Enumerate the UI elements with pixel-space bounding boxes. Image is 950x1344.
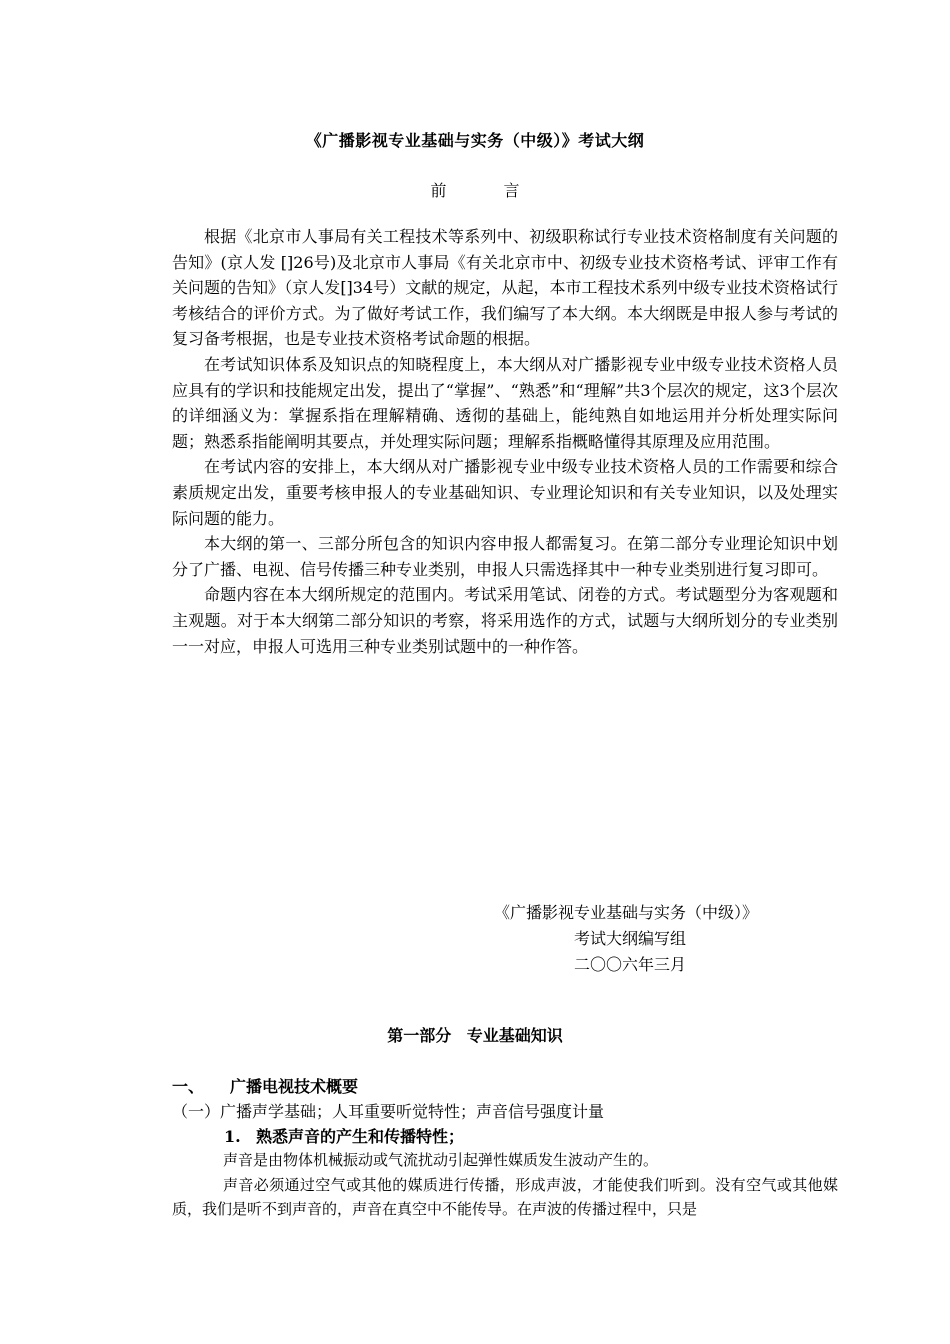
signature-date: 二〇〇六年三月 (574, 955, 687, 974)
body-text (172, 1148, 838, 1222)
preface-paragraph: 命题内容在本大纲所规定的范围内。考试采用笔试、闭卷的方式。考试题型分为客观题和主观题。对于本大纲第二部分知识的考察，将采用选作的方式，试题与大纲所划分的专业类别一一对应，申报人可选用三种专业类别试题中的一种作答。 (172, 585, 838, 656)
section-number: 一、 (172, 1077, 205, 1096)
section-heading (172, 1074, 358, 1097)
body-paragraph: 声音必须通过空气或其他的媒质进行传播，形成声波，才能使我们听到。没有空气或其他媒质，我们是听不到声音的，声音在真空中不能传导。在声波的传播过程中，只是 (172, 1175, 838, 1218)
item-number: 1. (224, 1127, 241, 1146)
preface-paragraph: 在考试内容的安排上，本大纲从对广播影视专业中级专业技术资格人员的工作需要和综合素质规定出发，重要考核申报人的专业基础知识、专业理论知识和有关专业知识，以及处理实际问题的能力。 (172, 457, 838, 528)
preface-paragraph: 本大纲的第一、三部分所包含的知识内容申报人都需复习。在第二部分专业理论知识中划分了广播、电视、信号传播三种专业类别，申报人只需选择其中一种专业类别进行复习即可。 (172, 534, 838, 579)
item-heading (224, 1124, 464, 1147)
body-paragraph: 声音是由物体机械振动或气流扰动引起弹性媒质发生波动产生的。 (223, 1151, 659, 1169)
document-title: 《广播影视专业基础与实务（中级）》考试大纲 (305, 131, 645, 150)
preface-paragraph: 在考试知识体系及知识点的知晓程度上，本大纲从对广播影视专业中级专业技术资格人员应具有的学识和技能规定出发，提出了“掌握”、“熟悉”和“理解”共3个层次的规定，这3个层次的详细涵义为：掌握系指在理解精确、透彻的基础上，能纯熟自如地运用并分析处理实际问题；熟悉系指能阐明其要点，并处理实际问题；理解系指概略懂得其原理及应用范围。 (172, 354, 838, 451)
preface-paragraph: 根据《北京市人事局有关工程技术等系列中、初级职称试行专业技术资格制度有关问题的告知》(京人发 []26号)及北京市人事局《有关北京市中、初级专业技术资格考试、评审工作有关问题的告知》（京人发[]34号）文献的规定，从起，本市工程技术系列中级专业技术资格试行考核结合的评价方式。为了做好考试工作，我们编写了本大纲。本大纲既是申报人参与考试的复习备考根据，也是专业技术资格考试命题的根据。 (172, 227, 838, 349)
section-title: 广播电视技术概要 (230, 1077, 359, 1096)
part-heading: 第一部分 专业基础知识 (387, 1026, 563, 1045)
signature-author: 考试大纲编写组 (574, 929, 687, 948)
signature-block (494, 900, 758, 978)
signature-book-title: 《广播影视专业基础与实务（中级）》 (494, 903, 759, 922)
preface-body (172, 224, 838, 659)
preface-heading: 前 言 (430, 181, 546, 200)
item-title: 熟悉声音的产生和传播特性； (256, 1127, 465, 1146)
subsection-heading: （一）广播声学基础；人耳重要听觉特性；声音信号强度计量 (172, 1102, 605, 1121)
